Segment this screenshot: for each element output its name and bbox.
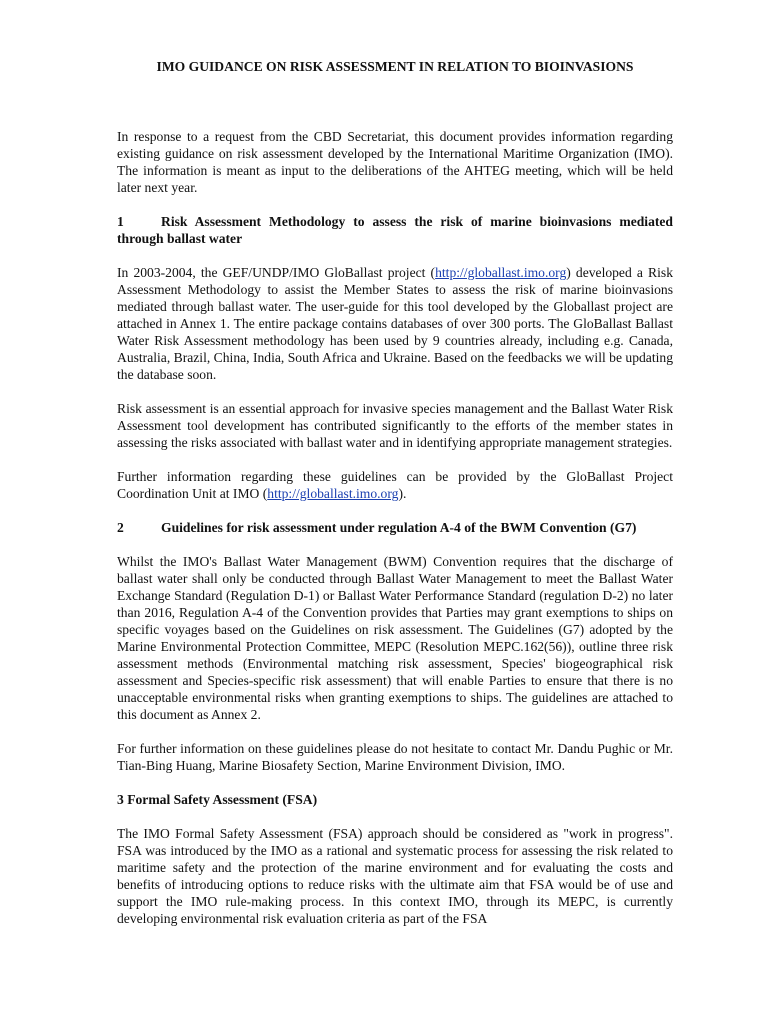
document-page [117, 58, 673, 944]
intro-paragraph: In response to a request from the CBD Secretariat, this document provides information regarding existing guidance on risk assessment developed by the International Maritime Organization (IMO). The information is meant as input to the deliberations of the AHTEG meeting, which will be held later next year. [117, 129, 673, 195]
section-1-title: Risk Assessment Methodology to assess the risk of marine bioinvasions mediated through ballast water [117, 214, 673, 246]
section-2-title: Guidelines for risk assessment under regulation A-4 of the BWM Convention (G7) [161, 520, 637, 535]
document-title: IMO GUIDANCE ON RISK ASSESSMENT IN RELATION TO BIOINVASIONS [156, 59, 634, 74]
section-2-heading [117, 519, 673, 536]
section-3-heading: 3 Formal Safety Assessment (FSA) [117, 792, 318, 807]
section-1-paragraph-3 [117, 468, 673, 502]
section-1-p1-text-before: In 2003-2004, the GEF/UNDP/IMO GloBallast project ( [117, 265, 436, 280]
section-1-heading [117, 213, 673, 247]
section-1-p3-text-before: Further information regarding these guidelines can be provided by the GloBallast Project Coordination Unit at IMO ( [117, 469, 673, 501]
section-1-paragraph-1 [117, 264, 673, 383]
section-2-paragraph-2: For further information on these guidelines please do not hesitate to contact Mr. Dandu Pughic or Mr. Tian-Bing Huang, Marine Biosafety Section, Marine Environment Division, IMO. [117, 741, 673, 773]
section-3-paragraph-1: The IMO Formal Safety Assessment (FSA) approach should be considered as "work in progress". FSA was introduced by the IMO as a rational and systematic process for assessing the risk related to maritime safety and the protection of the marine environment and for evaluating the costs and benefits of introducing options to reduce risks with the ultimate aim that FSA would be of use and support the IMO rule-making process. In this context IMO, through its MEPC, is currently developing environmental risk evaluation criteria as part of the FSA [117, 826, 673, 926]
section-1-paragraph-2: Risk assessment is an essential approach for invasive species management and the Ballast Water Risk Assessment tool development has contributed significantly to the efforts of the member states in assessing the risks associated with ballast water and in identifying appropriate management strategies. [117, 401, 673, 450]
section-1-p3-text-after: ). [398, 486, 407, 501]
section-1-p1-text-after: ) developed a Risk Assessment Methodology to assist the Member States to assess the risk of marine bioinvasions mediated through ballast water. The user-guide for this tool developed by the Globallast project are attached in Annex 1. The entire package contains databases of over 300 ports. The GloBallast Ballast Water Risk Assessment methodology has been used by 9 countries already, including e.g. Canada, Australia, Brazil, China, India, South Africa and Ukraine. Based on the feedbacks we will be updating the database soon. [117, 265, 673, 382]
section-2-number: 2 [117, 520, 124, 535]
section-1-number: 1 [117, 214, 124, 229]
globallast-contact-link[interactable]: http://globallast.imo.org [267, 486, 399, 501]
section-2-paragraph-1: Whilst the IMO's Ballast Water Management (BWM) Convention requires that the discharge of ballast water shall only be conducted through Ballast Water Management to meet the Ballast Water Exchange Standard (Regulation D-1) or Ballast Water Performance Standard (regulation D-2) no later than 2016, Regulation A-4 of the Convention provides that Parties may grant exemptions to ships on specific voyages based on the Guidelines on risk assessment. The Guidelines (G7) adopted by the Marine Environmental Protection Committee, MEPC (Resolution MEPC.162(56)), outline three risk assessment methods (Environmental matching risk assessment, Species' biogeographical risk assessment and Species-specific risk assessment) that will enable Parties to ensure that there is no unacceptable environmental risks when granting exemptions to ships. The guidelines are attached to this document as Annex 2. [117, 554, 673, 722]
globallast-link[interactable]: http://globallast.imo.org [435, 265, 567, 280]
